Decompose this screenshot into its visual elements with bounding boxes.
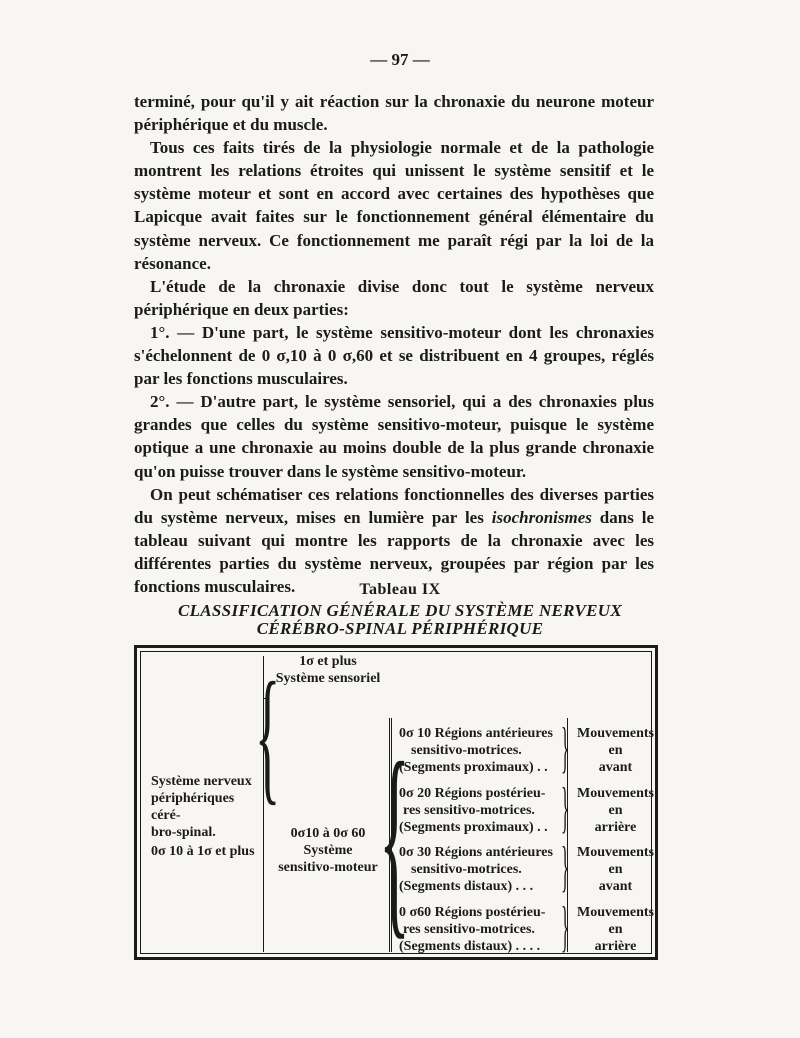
emphasis-text: isochronismes	[491, 507, 592, 527]
table-title-line: CLASSIFICATION GÉNÉRALE DU SYSTÈME NERVEUX	[177, 601, 623, 620]
cell-line: sensitivo-moteur	[278, 860, 378, 875]
body-text	[134, 90, 654, 598]
small-brace: }	[561, 896, 570, 958]
cell-line: arrière	[594, 820, 637, 835]
cell-line: 0σ10 à 0σ 60	[290, 826, 366, 841]
sensoriel-cell	[263, 653, 393, 687]
cell-line: avant	[598, 879, 633, 894]
cell-line: en	[608, 743, 623, 758]
movement-cell	[573, 904, 658, 955]
cell-line: Mouvements	[577, 845, 654, 860]
cell-line: en	[608, 803, 623, 818]
cell-line: avant	[598, 760, 633, 775]
cell-line: arrière	[594, 939, 637, 954]
table-title	[130, 602, 670, 638]
table-title-line: CÉRÉBRO-SPINAL PÉRIPHÉRIQUE	[256, 619, 544, 638]
small-brace: }	[561, 717, 570, 779]
cell-line: 1σ et plus	[299, 654, 357, 669]
cell-line: Mouvements	[577, 905, 654, 920]
cell-line: sensitivo-motrices.	[411, 862, 522, 877]
region-row	[399, 725, 567, 776]
cell-line: 0σ 10 à 1σ et plus	[151, 844, 255, 859]
peripheral-system-cell	[151, 773, 263, 860]
region-row	[399, 844, 567, 895]
cell-line: Mouvements	[577, 786, 654, 801]
paragraph: terminé, pour qu'il y ait réaction sur la chronaxie du neurone moteur périphérique et du muscle.	[134, 92, 654, 135]
sensitivo-moteur-cell	[267, 825, 389, 876]
small-brace: }	[561, 836, 570, 898]
cell-line: 0σ 10 Régions antérieures	[399, 726, 553, 741]
paragraph: Tous ces faits tirés de la physiologie normale et de la pathologie montrent les relations étroites qui unissent le système sensitif et le système moteur et sont en accord avec certaines des hypothèses que Lapicque avait faites sur le fonctionnement général élémentaire du système nerveux. Ce fonctionnement me paraît régi par la loi de la résonance.	[134, 138, 654, 273]
brace-left: {	[255, 652, 281, 818]
cell-line: 0 σ60 Régions postérieu-	[399, 905, 546, 920]
cell-line: (Segments proximaux) . .	[399, 760, 548, 775]
movement-cell	[573, 725, 658, 776]
cell-line: bro-spinal.	[151, 825, 216, 840]
paragraph: 2°. — D'autre part, le système sensoriel, qui a des chronaxies plus grandes que celles du système sensitivo-moteur, puisque le système optique a une chronaxie au moins double de la plus grande chronaxie qu'on puisse trouver dans le système sensitivo-moteur.	[134, 392, 654, 481]
cell-line: en	[608, 922, 623, 937]
paragraph-text: On peut schématiser ces relations fonctionnelles des diverses parties du système nerveux, mises en lumière par les	[134, 484, 654, 527]
cell-line: (Segments proximaux) . .	[399, 820, 548, 835]
small-brace: }	[561, 777, 570, 839]
cell-line: 0σ 30 Régions antérieures	[399, 845, 553, 860]
region-row	[399, 785, 567, 836]
region-row	[399, 904, 567, 955]
paragraph-text: dans le tableau suivant qui montre les rapports de la chronaxie avec les différentes parties du système nerveux, groupées par région par les fonctions musculaires.	[134, 507, 654, 596]
page-number: — 97 —	[370, 50, 430, 69]
paragraph: L'étude de la chronaxie divise donc tout le système nerveux périphérique en deux parties:	[134, 276, 654, 319]
cell-line: res sensitivo-motrices.	[403, 922, 535, 937]
cell-line: (Segments distaux) . . . .	[399, 939, 541, 954]
cell-line: Système sensoriel	[275, 671, 381, 686]
paragraph: 1°. — D'une part, le système sensitivo-moteur dont les chronaxies s'échelonnent de 0 σ,10 à 0 σ,60 et se distribuent en 4 groupes, réglés par les fonctions musculaires.	[134, 322, 654, 389]
cell-line: sensitivo-motrices.	[411, 743, 522, 758]
cell-line: Système	[303, 843, 353, 858]
brace-right: {	[379, 718, 410, 957]
cell-line: périphériques céré-	[151, 791, 235, 823]
movement-cell	[573, 785, 658, 836]
movement-cell	[573, 844, 658, 895]
cell-line: Mouvements	[577, 726, 654, 741]
cell-line: (Segments distaux) . . .	[399, 879, 534, 894]
cell-line: res sensitivo-motrices.	[403, 803, 535, 818]
cell-line: Système nerveux	[151, 774, 252, 789]
cell-line: en	[608, 862, 623, 877]
cell-line: 0σ 20 Régions postérieu-	[399, 786, 546, 801]
table-label: Tableau IX	[359, 581, 441, 598]
classification-table	[134, 645, 658, 960]
